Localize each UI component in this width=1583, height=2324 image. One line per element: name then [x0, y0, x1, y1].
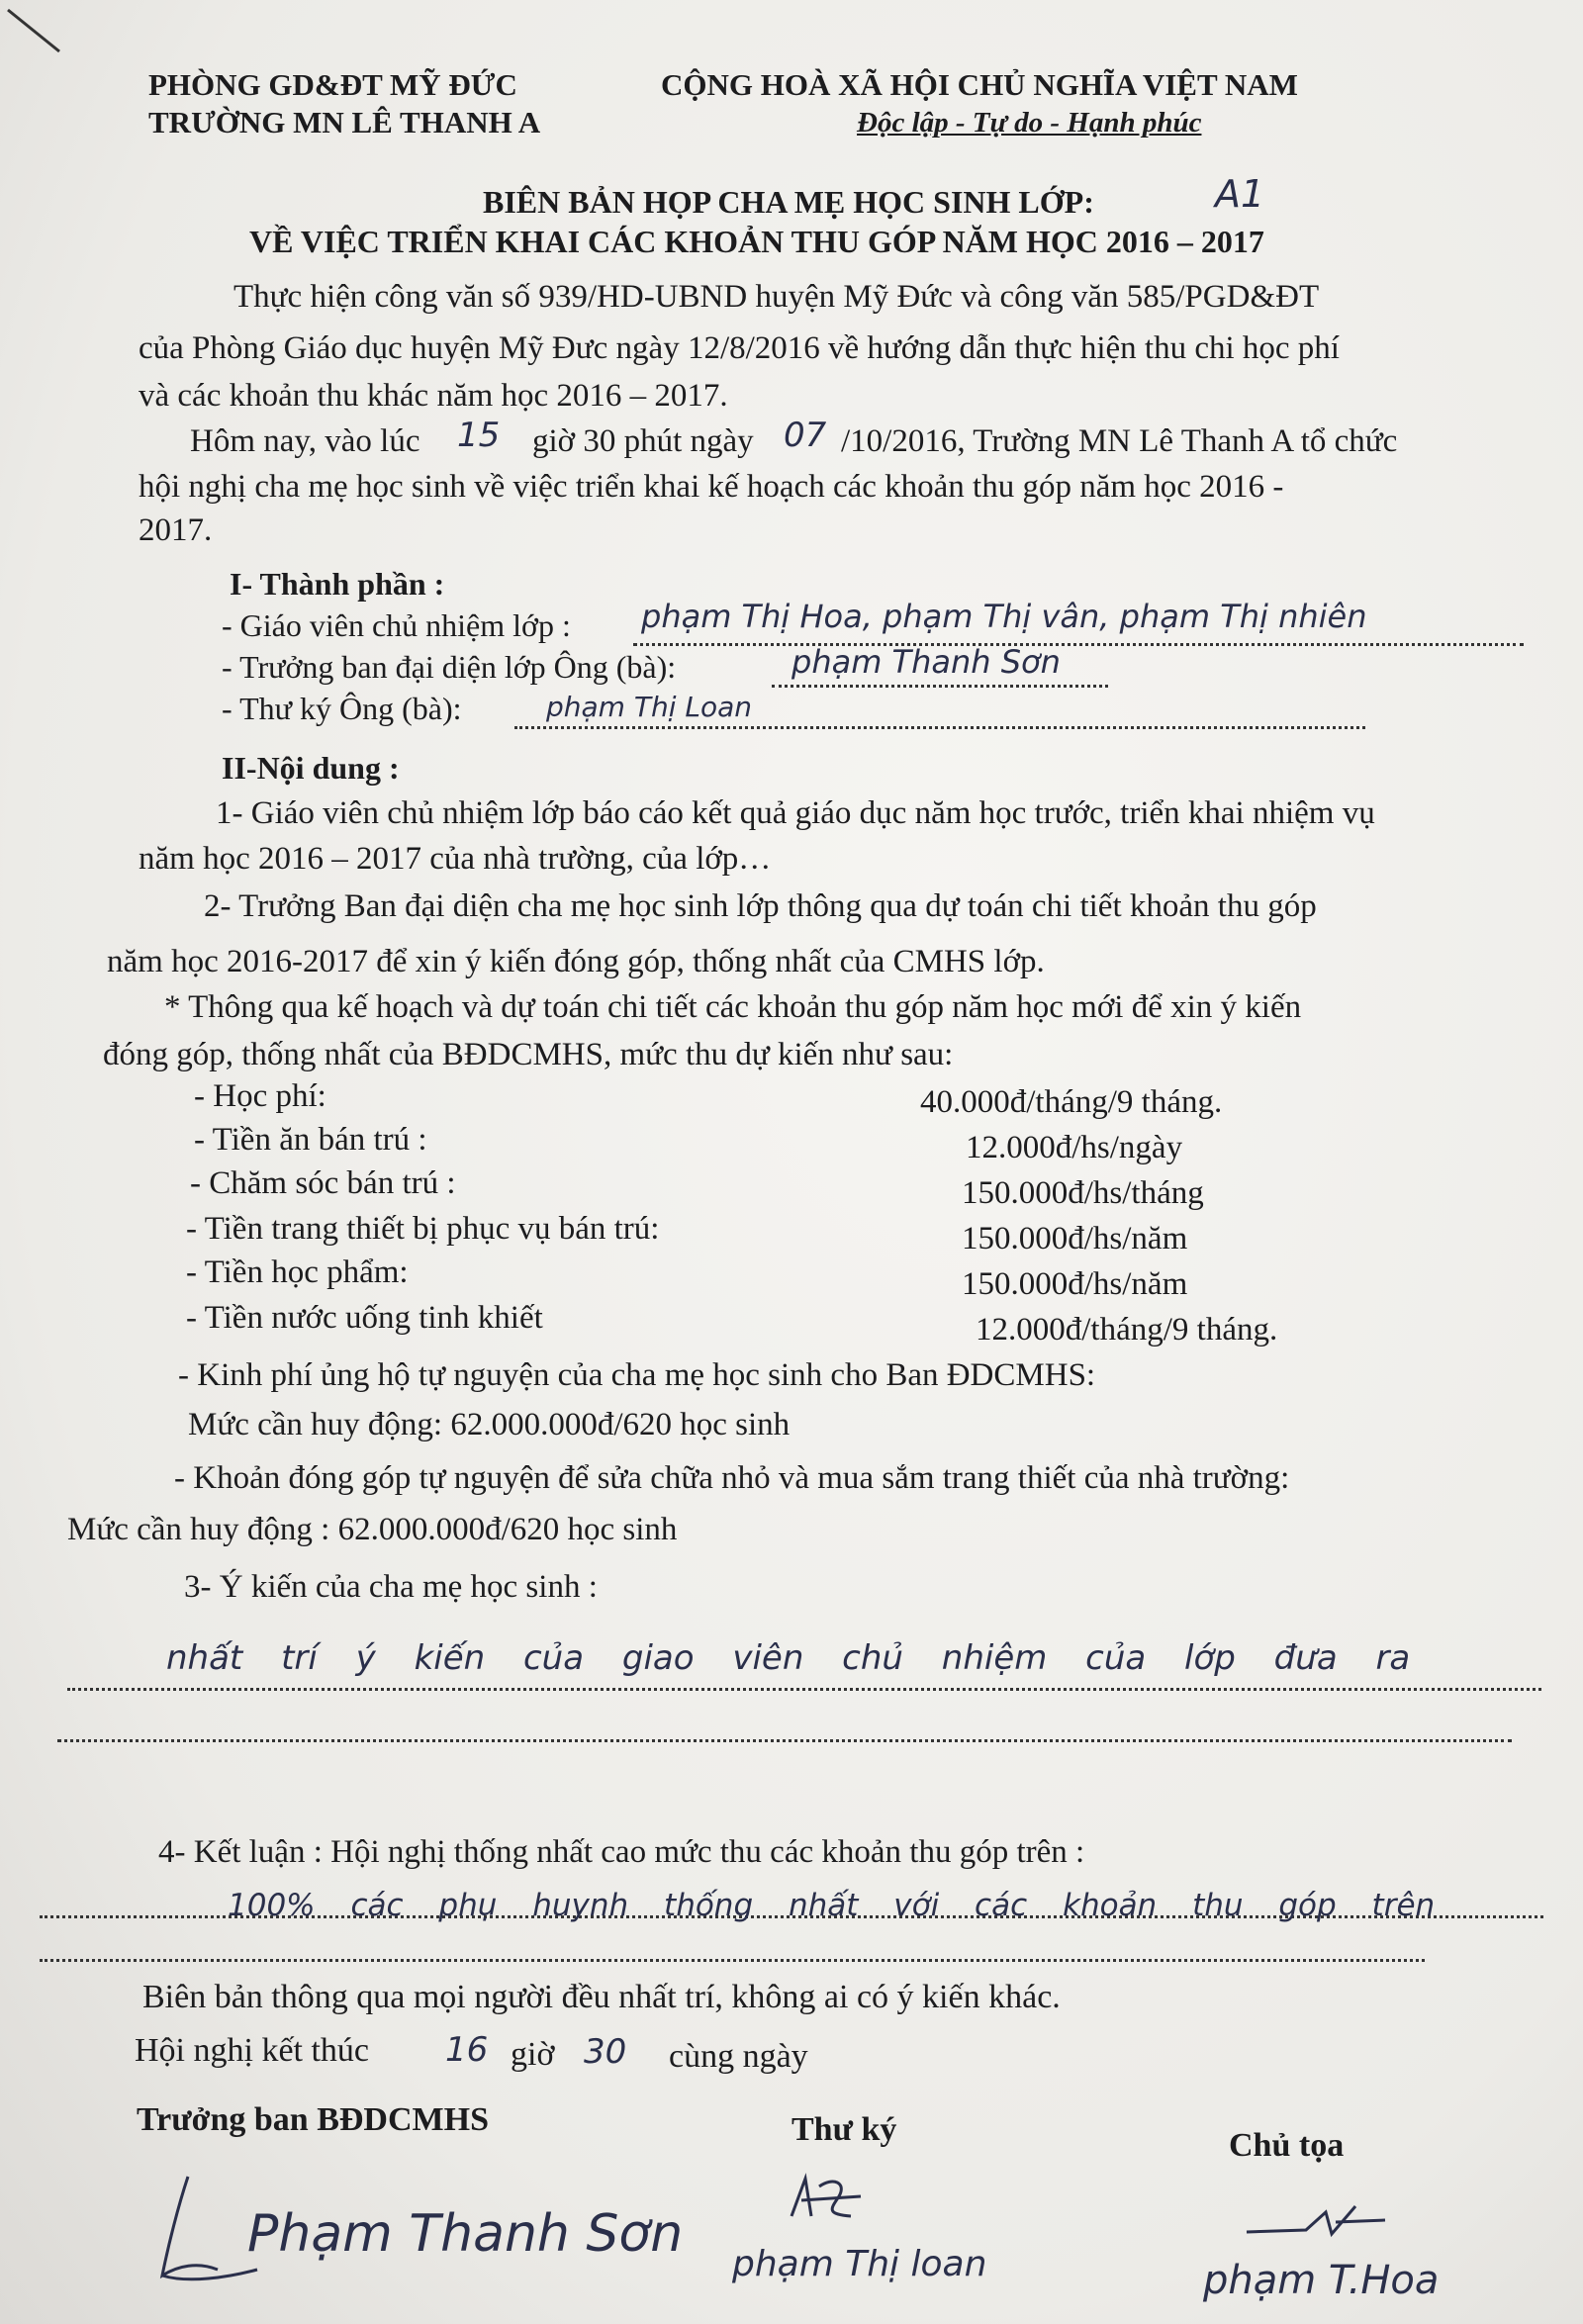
thu-ky-value-handwritten: phạm Thị Loan — [546, 691, 753, 723]
truong-ban-value-handwritten: phạm Thanh Sơn — [792, 643, 1061, 681]
fee-label: - Tiền trang thiết bị phục vụ bán trú: — [186, 1211, 660, 1247]
end-same-day: cùng ngày — [669, 2038, 808, 2075]
header-department: PHÒNG GD&ĐT MỸ ĐỨC — [148, 67, 517, 102]
intro-meeting-time-mid: giờ 30 phút ngày — [532, 423, 754, 459]
title-line2: VỀ VIỆC TRIỂN KHAI CÁC KHOẢN THU GÓP NĂM HỌC 2016 – 2017 — [249, 224, 1264, 259]
kinh-phi-line: - Kinh phí ủng hộ tự nguyện của cha mẹ học sinh cho Ban ĐDCMHS: — [178, 1357, 1096, 1393]
intro-meeting-day: 07 — [784, 416, 827, 455]
truong-ban-dotted-line — [772, 685, 1108, 688]
item1-line2: năm học 2016 – 2017 của nhà trường, của lớp… — [139, 841, 772, 877]
intro-line3: và các khoản thu khác năm học 2016 – 2017. — [139, 378, 728, 414]
gvcn-label: - Giáo viên chủ nhiệm lớp : — [222, 607, 571, 643]
item3-label: 3- Ý kiến của cha mẹ học sinh : — [184, 1569, 598, 1605]
title-line1: BIÊN BẢN HỌP CHA MẸ HỌC SINH LỚP: — [483, 184, 1094, 220]
header-country: CỘNG HOÀ XÃ HỘI CHỦ NGHĨA VIỆT NAM — [661, 67, 1298, 102]
fee-label: - Tiền nước uống tinh khiết — [186, 1300, 543, 1336]
fee-amount: 40.000đ/tháng/9 tháng. — [920, 1084, 1223, 1120]
signature-scribble-secretary-icon — [782, 2167, 881, 2236]
end-hour-unit: giờ — [511, 2036, 555, 2073]
item1-line1: 1- Giáo viên chủ nhiệm lớp báo cáo kết quả giáo dục năm học trước, triển khai nhiệm vụ — [216, 795, 1375, 831]
item3-dotted-line-2 — [57, 1739, 1512, 1742]
intro-line2: của Phòng Giáo dục huyện Mỹ Đưc ngày 12/8/2016 về hướng dẫn thực hiện thu chi học phí — [139, 330, 1340, 366]
header-school: TRƯỜNG MN LÊ THANH A — [148, 105, 541, 139]
end-label: Hội nghị kết thúc — [135, 2032, 370, 2069]
intro-line1: Thực hiện công văn số 939/HD-UBND huyện Mỹ Đức và công văn 585/PGD&ĐT — [233, 279, 1320, 315]
item3-dotted-line-1 — [67, 1688, 1541, 1691]
item2-line1: 2- Trưởng Ban đại diện cha mẹ học sinh lớp thông qua dự toán chi tiết khoản thu góp — [204, 888, 1317, 924]
item2-line2: năm học 2016-2017 để xin ý kiến đóng góp, thống nhất của CMHS lớp. — [107, 944, 1045, 979]
intro-line5: hội nghị cha mẹ học sinh về việc triển khai kế hoạch các khoản thu góp năm học 2016 - — [139, 469, 1284, 505]
signature-title-secretary: Thư ký — [792, 2111, 897, 2148]
truong-ban-label: - Trưởng ban đại diện lớp Ông (bà): — [222, 649, 677, 685]
title-class-handwritten: A1 — [1215, 172, 1265, 216]
dong-gop-target: Mức cần huy động : 62.000.000đ/620 học sinh — [67, 1512, 678, 1547]
plan-line1: * Thông qua kế hoạch và dự toán chi tiết các khoản thu góp năm học mới để xin ý kiến — [164, 989, 1302, 1025]
fee-amount: 12.000đ/tháng/9 tháng. — [976, 1312, 1278, 1348]
header-motto: Độc lập - Tự do - Hạnh phúc — [857, 107, 1202, 139]
pen-mark-icon — [0, 0, 79, 69]
signature-name-secretary: phạm Thị loan — [732, 2244, 987, 2284]
signature-name-presider: phạm T.Hoa — [1203, 2258, 1440, 2303]
signature-scribble-presider-icon — [1237, 2192, 1395, 2252]
item4-label: 4- Kết luận : Hội nghị thống nhất cao mức thu các khoản thu góp trên : — [158, 1834, 1085, 1870]
gvcn-value-handwritten: phạm Thị Hoa, phạm Thị vân, phạm Thị nhiên — [641, 598, 1367, 635]
fee-amount: 12.000đ/hs/ngày — [966, 1130, 1183, 1165]
closing-line: Biên bản thông qua mọi người đều nhất trí, không ai có ý kiến khác. — [142, 1979, 1061, 2015]
signature-name-chair: Phạm Thanh Sơn — [247, 2204, 684, 2264]
intro-meeting-hour: 15 — [457, 416, 501, 455]
item4-dotted-line-2 — [40, 1959, 1425, 1962]
end-minute-handwritten: 30 — [584, 2032, 627, 2072]
fee-amount: 150.000đ/hs/tháng — [962, 1175, 1204, 1211]
fee-label: - Tiền học phẩm: — [186, 1255, 409, 1290]
dong-gop-line: - Khoản đóng góp tự nguyện để sửa chữa nhỏ và mua sắm trang thiết của nhà trường: — [174, 1460, 1290, 1496]
item3-opinion-handwritten: nhất trí ý kiến của giao viên chủ nhiệm của lớp đưa ra — [166, 1638, 1411, 1678]
thu-ky-dotted-line — [514, 726, 1365, 729]
fee-label: - Chăm sóc bán trú : — [190, 1165, 456, 1201]
plan-line2: đóng góp, thống nhất của BĐDCMHS, mức thu dự kiến như sau: — [103, 1037, 954, 1072]
fee-amount: 150.000đ/hs/năm — [962, 1221, 1188, 1256]
fee-label: - Tiền ăn bán trú : — [194, 1122, 427, 1158]
fee-amount: 150.000đ/hs/năm — [962, 1266, 1188, 1302]
signature-title-chair: Trưởng ban BĐDCMHS — [137, 2101, 489, 2138]
fee-label: - Học phí: — [194, 1078, 326, 1114]
intro-line6: 2017. — [139, 512, 213, 548]
intro-meeting-time-label: Hôm nay, vào lúc — [190, 423, 420, 459]
item4-conclusion-handwritten: 100% các phụ huynh thống nhất với các khoản thu góp trên — [228, 1888, 1436, 1923]
section1-heading: I- Thành phần : — [230, 566, 445, 602]
section2-heading: II-Nội dung : — [222, 750, 400, 786]
gvcn-dotted-line — [633, 643, 1524, 646]
intro-meeting-date-rest: /10/2016, Trường MN Lê Thanh A tổ chức — [841, 423, 1398, 459]
thu-ky-label: - Thư ký Ông (bà): — [222, 691, 462, 726]
signature-title-presider: Chủ tọa — [1229, 2127, 1345, 2164]
kinh-phi-target: Mức cần huy động: 62.000.000đ/620 học sinh — [188, 1407, 791, 1442]
end-hour-handwritten: 16 — [445, 2030, 489, 2070]
